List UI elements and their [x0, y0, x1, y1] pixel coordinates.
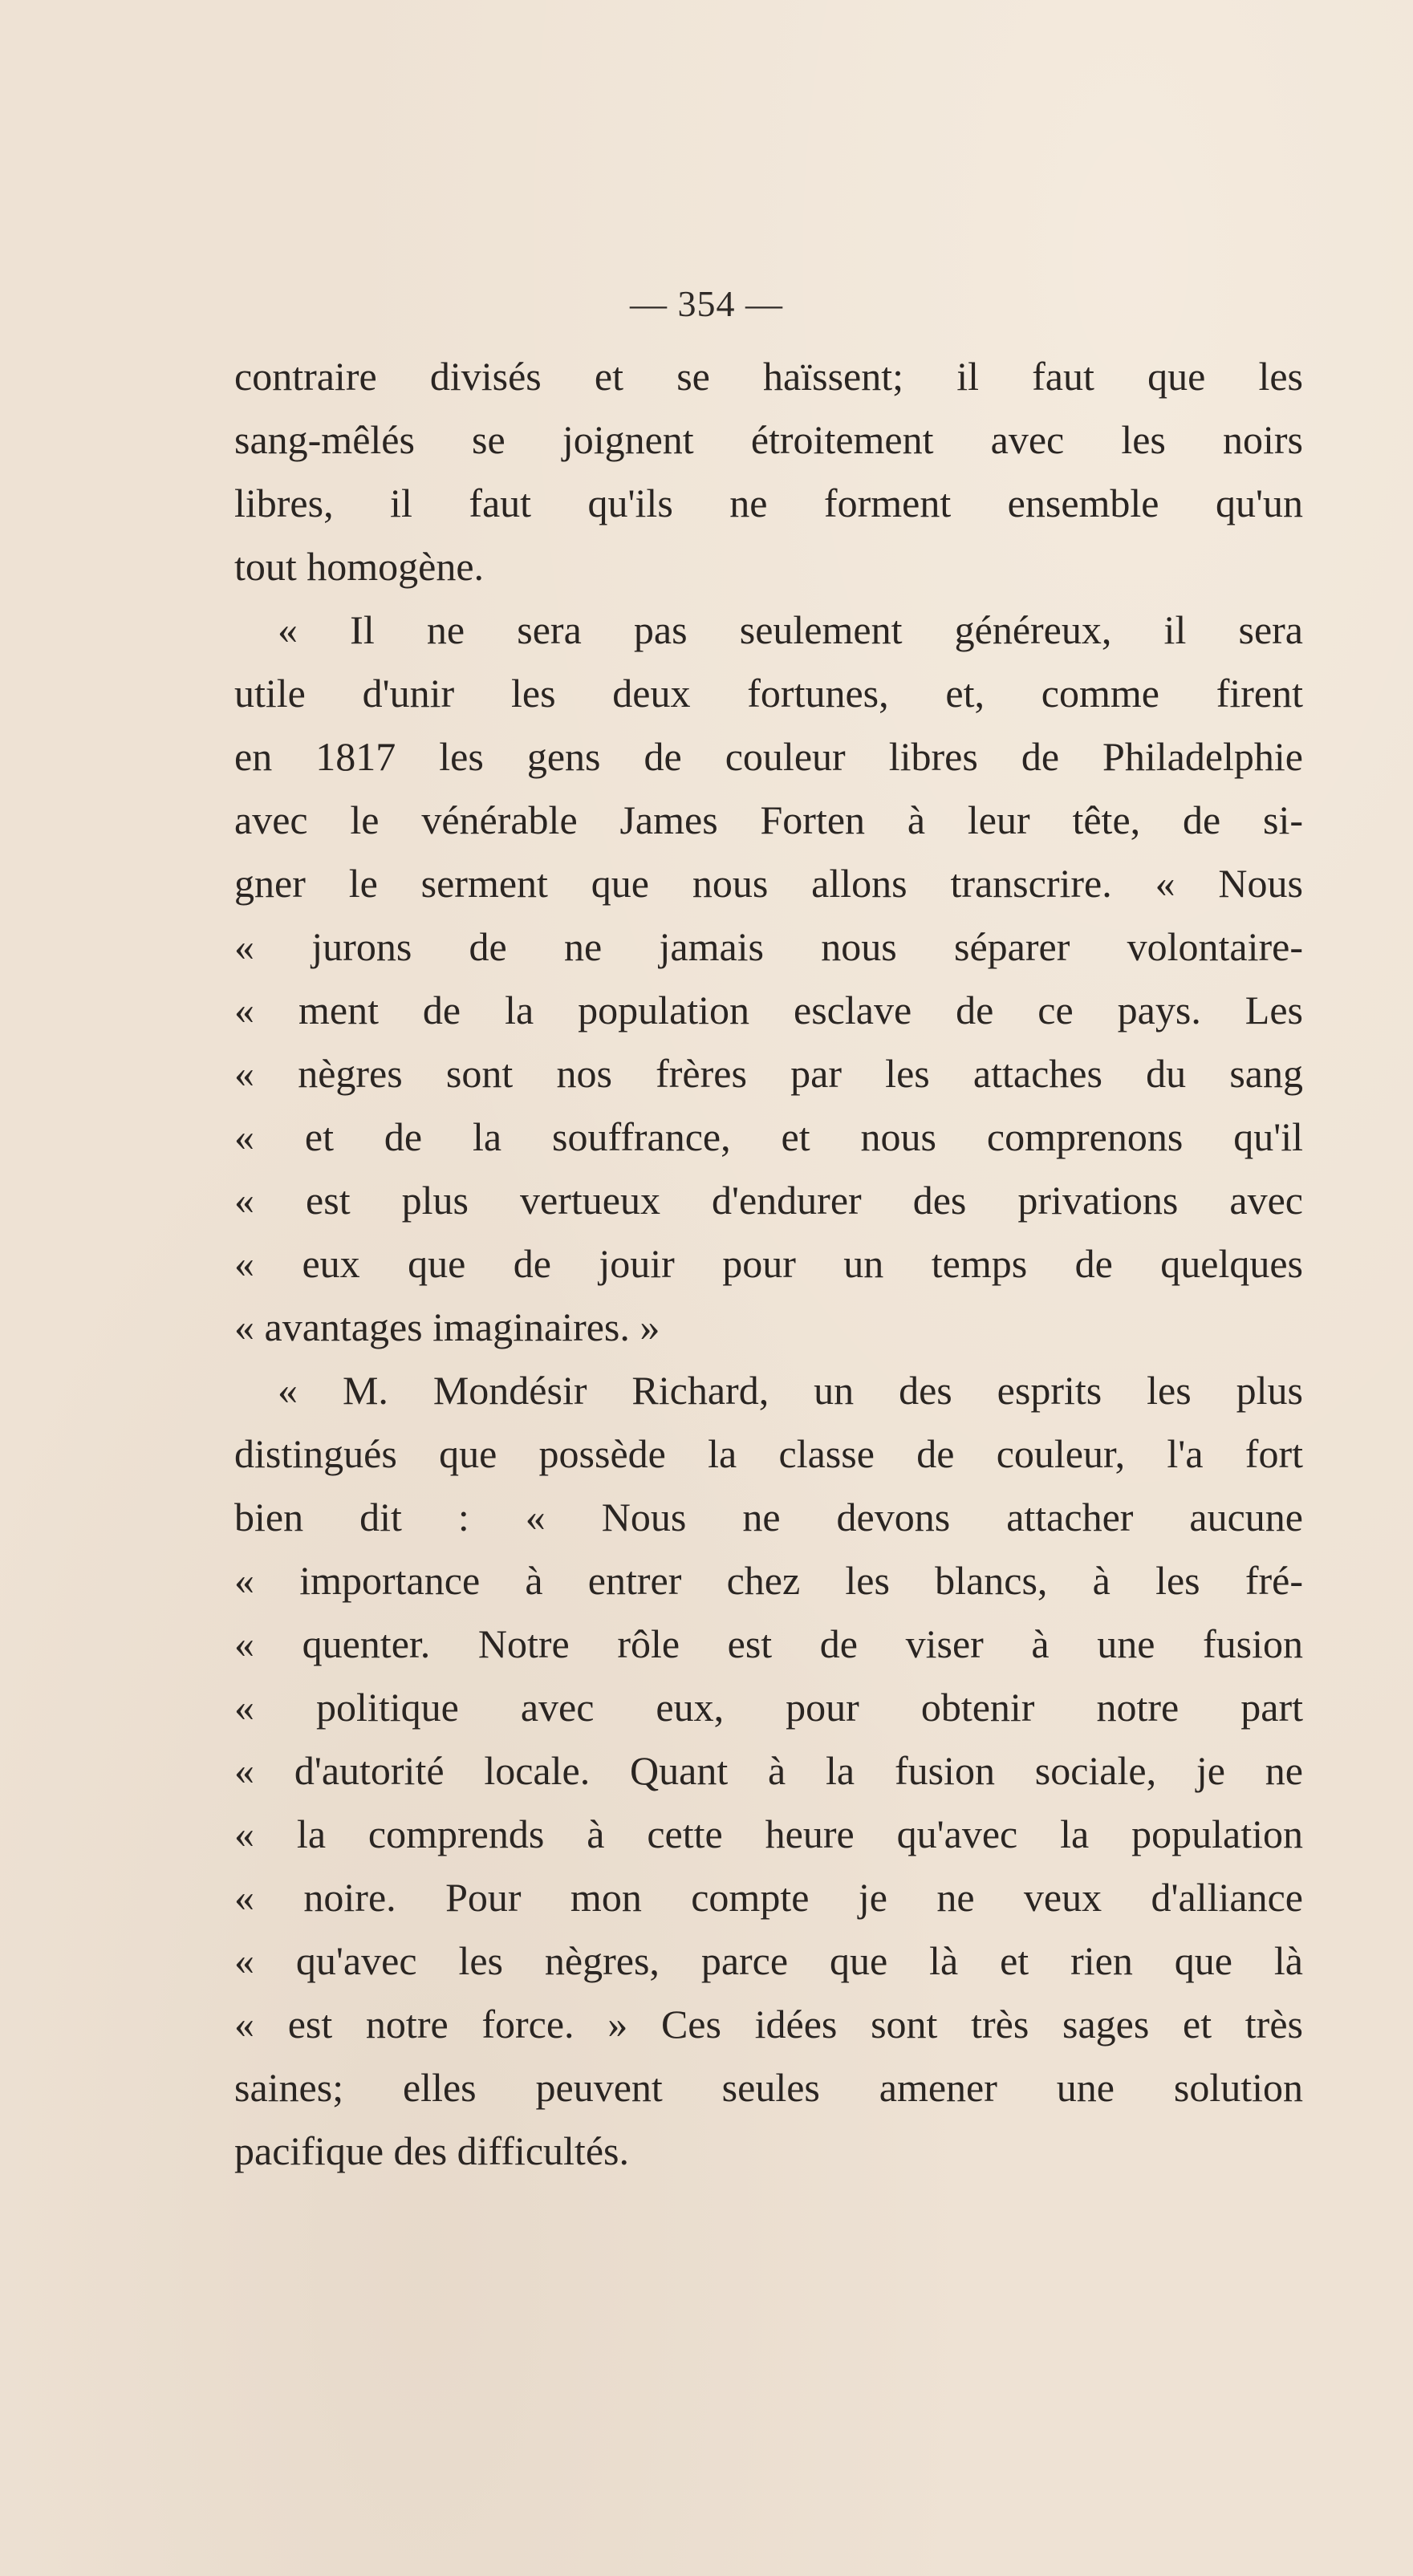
text-line: « Il ne sera pas seulement généreux, il sera	[278, 607, 1303, 652]
text-line: bien dit : « Nous ne devons attacher aucune	[234, 1495, 1303, 1540]
text-line: utile d'unir les deux fortunes, et, comme firent	[234, 671, 1303, 716]
text-line: « est notre force. » Ces idées sont très sages et très	[234, 2002, 1303, 2047]
text-line: « importance à entrer chez les blancs, à les fré-	[234, 1558, 1303, 1603]
text-line: « nègres sont nos frères par les attaches du sang	[234, 1051, 1303, 1096]
text-line: « avantages imaginaires. »	[234, 1304, 660, 1349]
text-line: avec le vénérable James Forten à leur tête, de si-	[234, 797, 1303, 842]
text-line: « ment de la population esclave de ce pays. Les	[234, 988, 1303, 1032]
text-line: « politique avec eux, pour obtenir notre part	[234, 1685, 1303, 1730]
text-line: contraire divisés et se haïssent; il faut que les	[234, 354, 1303, 399]
text-line: « M. Mondésir Richard, un des esprits les plus	[278, 1368, 1303, 1413]
text-line: en 1817 les gens de couleur libres de Philadelphie	[234, 734, 1303, 779]
text-line: « d'autorité locale. Quant à la fusion sociale, je ne	[234, 1748, 1303, 1793]
text-line: « la comprends à cette heure qu'avec la population	[234, 1811, 1303, 1856]
text-line: sang-mêlés se joignent étroitement avec les noirs	[234, 417, 1303, 462]
page-number: — 354 —	[630, 283, 783, 324]
text-line: pacifique des difficultés.	[234, 2128, 629, 2173]
text-line: « qu'avec les nègres, parce que là et rien que là	[234, 1938, 1303, 1983]
text-line: gner le serment que nous allons transcrire. « Nous	[234, 861, 1303, 906]
text-line: libres, il faut qu'ils ne forment ensemble qu'un	[234, 481, 1303, 525]
text-line: « jurons de ne jamais nous séparer volontaire-	[234, 924, 1303, 969]
text-line: « quenter. Notre rôle est de viser à une fusion	[234, 1621, 1303, 1666]
body-text	[234, 345, 1303, 2183]
text-line: « et de la souffrance, et nous comprenons qu'il	[234, 1114, 1303, 1159]
text-line: tout homogène.	[234, 544, 485, 589]
text-line: « est plus vertueux d'endurer des privations avec	[234, 1178, 1303, 1223]
text-line: saines; elles peuvent seules amener une solution	[234, 2065, 1303, 2110]
text-line: « eux que de jouir pour un temps de quelques	[234, 1241, 1303, 1286]
text-line: distingués que possède la classe de couleur, l'a fort	[234, 1431, 1303, 1476]
text-line: « noire. Pour mon compte je ne veux d'alliance	[234, 1875, 1303, 1920]
